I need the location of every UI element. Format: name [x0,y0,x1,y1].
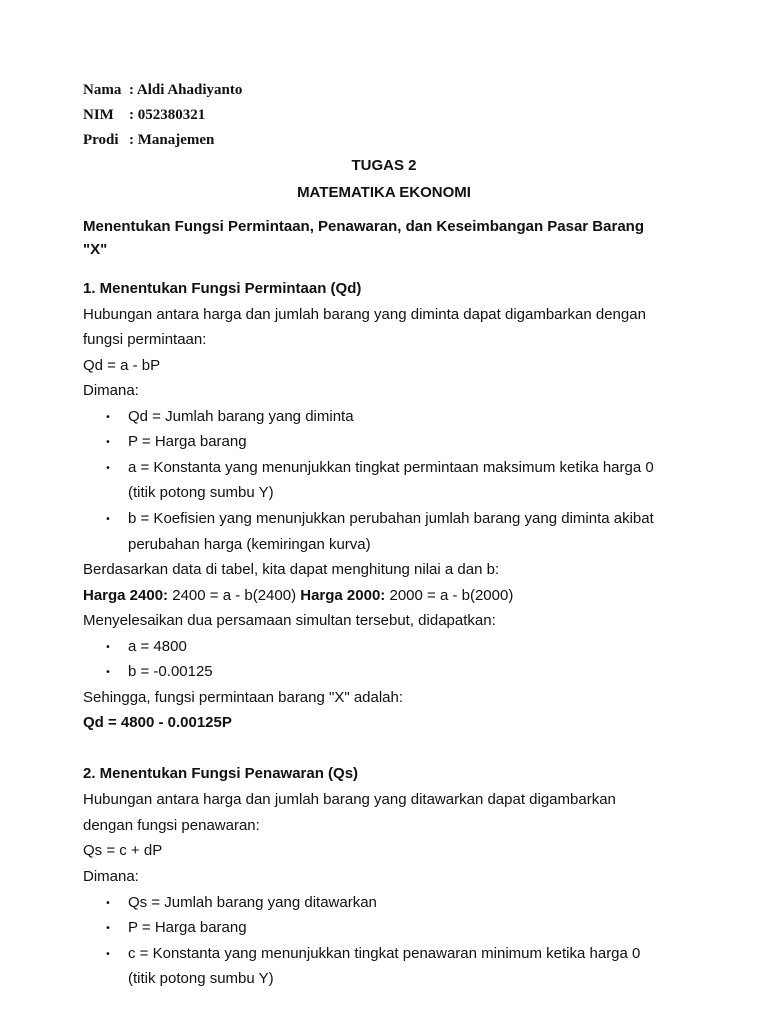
heading-line-1: Menentukan Fungsi Permintaan, Penawaran, dan Keseimbangan Pasar Barang [83,218,644,235]
section1-intro-2: fungsi permintaan: [83,331,207,348]
section2-formula: Qs = c + dP [83,842,163,859]
heading-line-2: "X" [83,241,108,258]
section2-dimana: Dimana: [83,868,139,885]
section2-intro-2: dengan fungsi penawaran: [83,817,260,834]
section1-bullet-qd: Qd = Jumlah barang yang diminta [128,408,354,425]
nama-value: : Aldi Ahadiyanto [129,82,243,98]
section1-bullet-b-1: b = Koefisien yang menunjukkan perubahan jumlah barang yang diminta akibat [128,510,654,527]
prodi-label: Prodi [83,132,119,148]
section1-intro-1: Hubungan antara harga dan jumlah barang yang diminta dapat digambarkan dengan [83,306,646,323]
section2-bullet-c-1: c = Konstanta yang menunjukkan tingkat penawaran minimum ketika harga 0 [128,945,641,962]
harga-2000-label: Harga 2000: [300,587,386,604]
section1-formula: Qd = a - bP [83,357,161,374]
bullet-icon: • [105,949,111,960]
section1-bullet-b-2: perubahan harga (kemiringan kurva) [128,536,371,553]
bullet-icon: • [105,642,111,653]
nim-line [83,107,205,124]
nama-line [83,82,242,99]
bullet-icon: • [105,412,111,423]
harga-2400-label: Harga 2400: [83,587,169,604]
section1-title: 1. Menentukan Fungsi Permintaan (Qd) [83,280,362,297]
section1-result-a: a = 4800 [128,638,187,655]
bullet-icon: • [105,923,111,934]
section1-bullet-a-2: (titik potong sumbu Y) [128,484,274,501]
nim-value: : 052380321 [129,107,206,123]
section1-bullet-p: P = Harga barang [128,433,247,450]
nim-label: NIM [83,107,114,123]
section1-berdasarkan: Berdasarkan data di tabel, kita dapat menghitung nilai a dan b: [83,561,500,578]
bullet-icon: • [105,667,111,678]
section1-dimana: Dimana: [83,382,139,399]
section2-title: 2. Menentukan Fungsi Penawaran (Qs) [83,765,359,782]
bullet-icon: • [105,437,111,448]
section1-result-function: Qd = 4800 - 0.00125P [83,714,232,731]
section1-sehingga: Sehingga, fungsi permintaan barang "X" adalah: [83,689,404,706]
prodi-line [83,132,214,149]
bullet-icon: • [105,463,111,474]
nama-label: Nama [83,82,122,98]
section1-result-b: b = -0.00125 [128,663,213,680]
section1-menyelesaikan: Menyelesaikan dua persamaan simultan tersebut, didapatkan: [83,612,496,629]
section2-bullet-qs: Qs = Jumlah barang yang ditawarkan [128,894,377,911]
harga-2000-equation: 2000 = a - b(2000) [385,587,514,604]
section1-bullet-a-1: a = Konstanta yang menunjukkan tingkat permintaan maksimum ketika harga 0 [128,459,654,476]
harga-2400-equation: 2400 = a - b(2400) [168,587,301,604]
section1-harga-equations [83,587,513,604]
section2-bullet-c-2: (titik potong sumbu Y) [128,970,274,987]
prodi-value: : Manajemen [129,132,215,148]
section2-intro-1: Hubungan antara harga dan jumlah barang yang ditawarkan dapat digambarkan [83,791,616,808]
bullet-icon: • [105,898,111,909]
bullet-icon: • [105,514,111,525]
title-tugas: TUGAS 2 [351,157,417,174]
title-subject: MATEMATIKA EKONOMI [297,184,471,201]
section2-bullet-p: P = Harga barang [128,919,247,936]
